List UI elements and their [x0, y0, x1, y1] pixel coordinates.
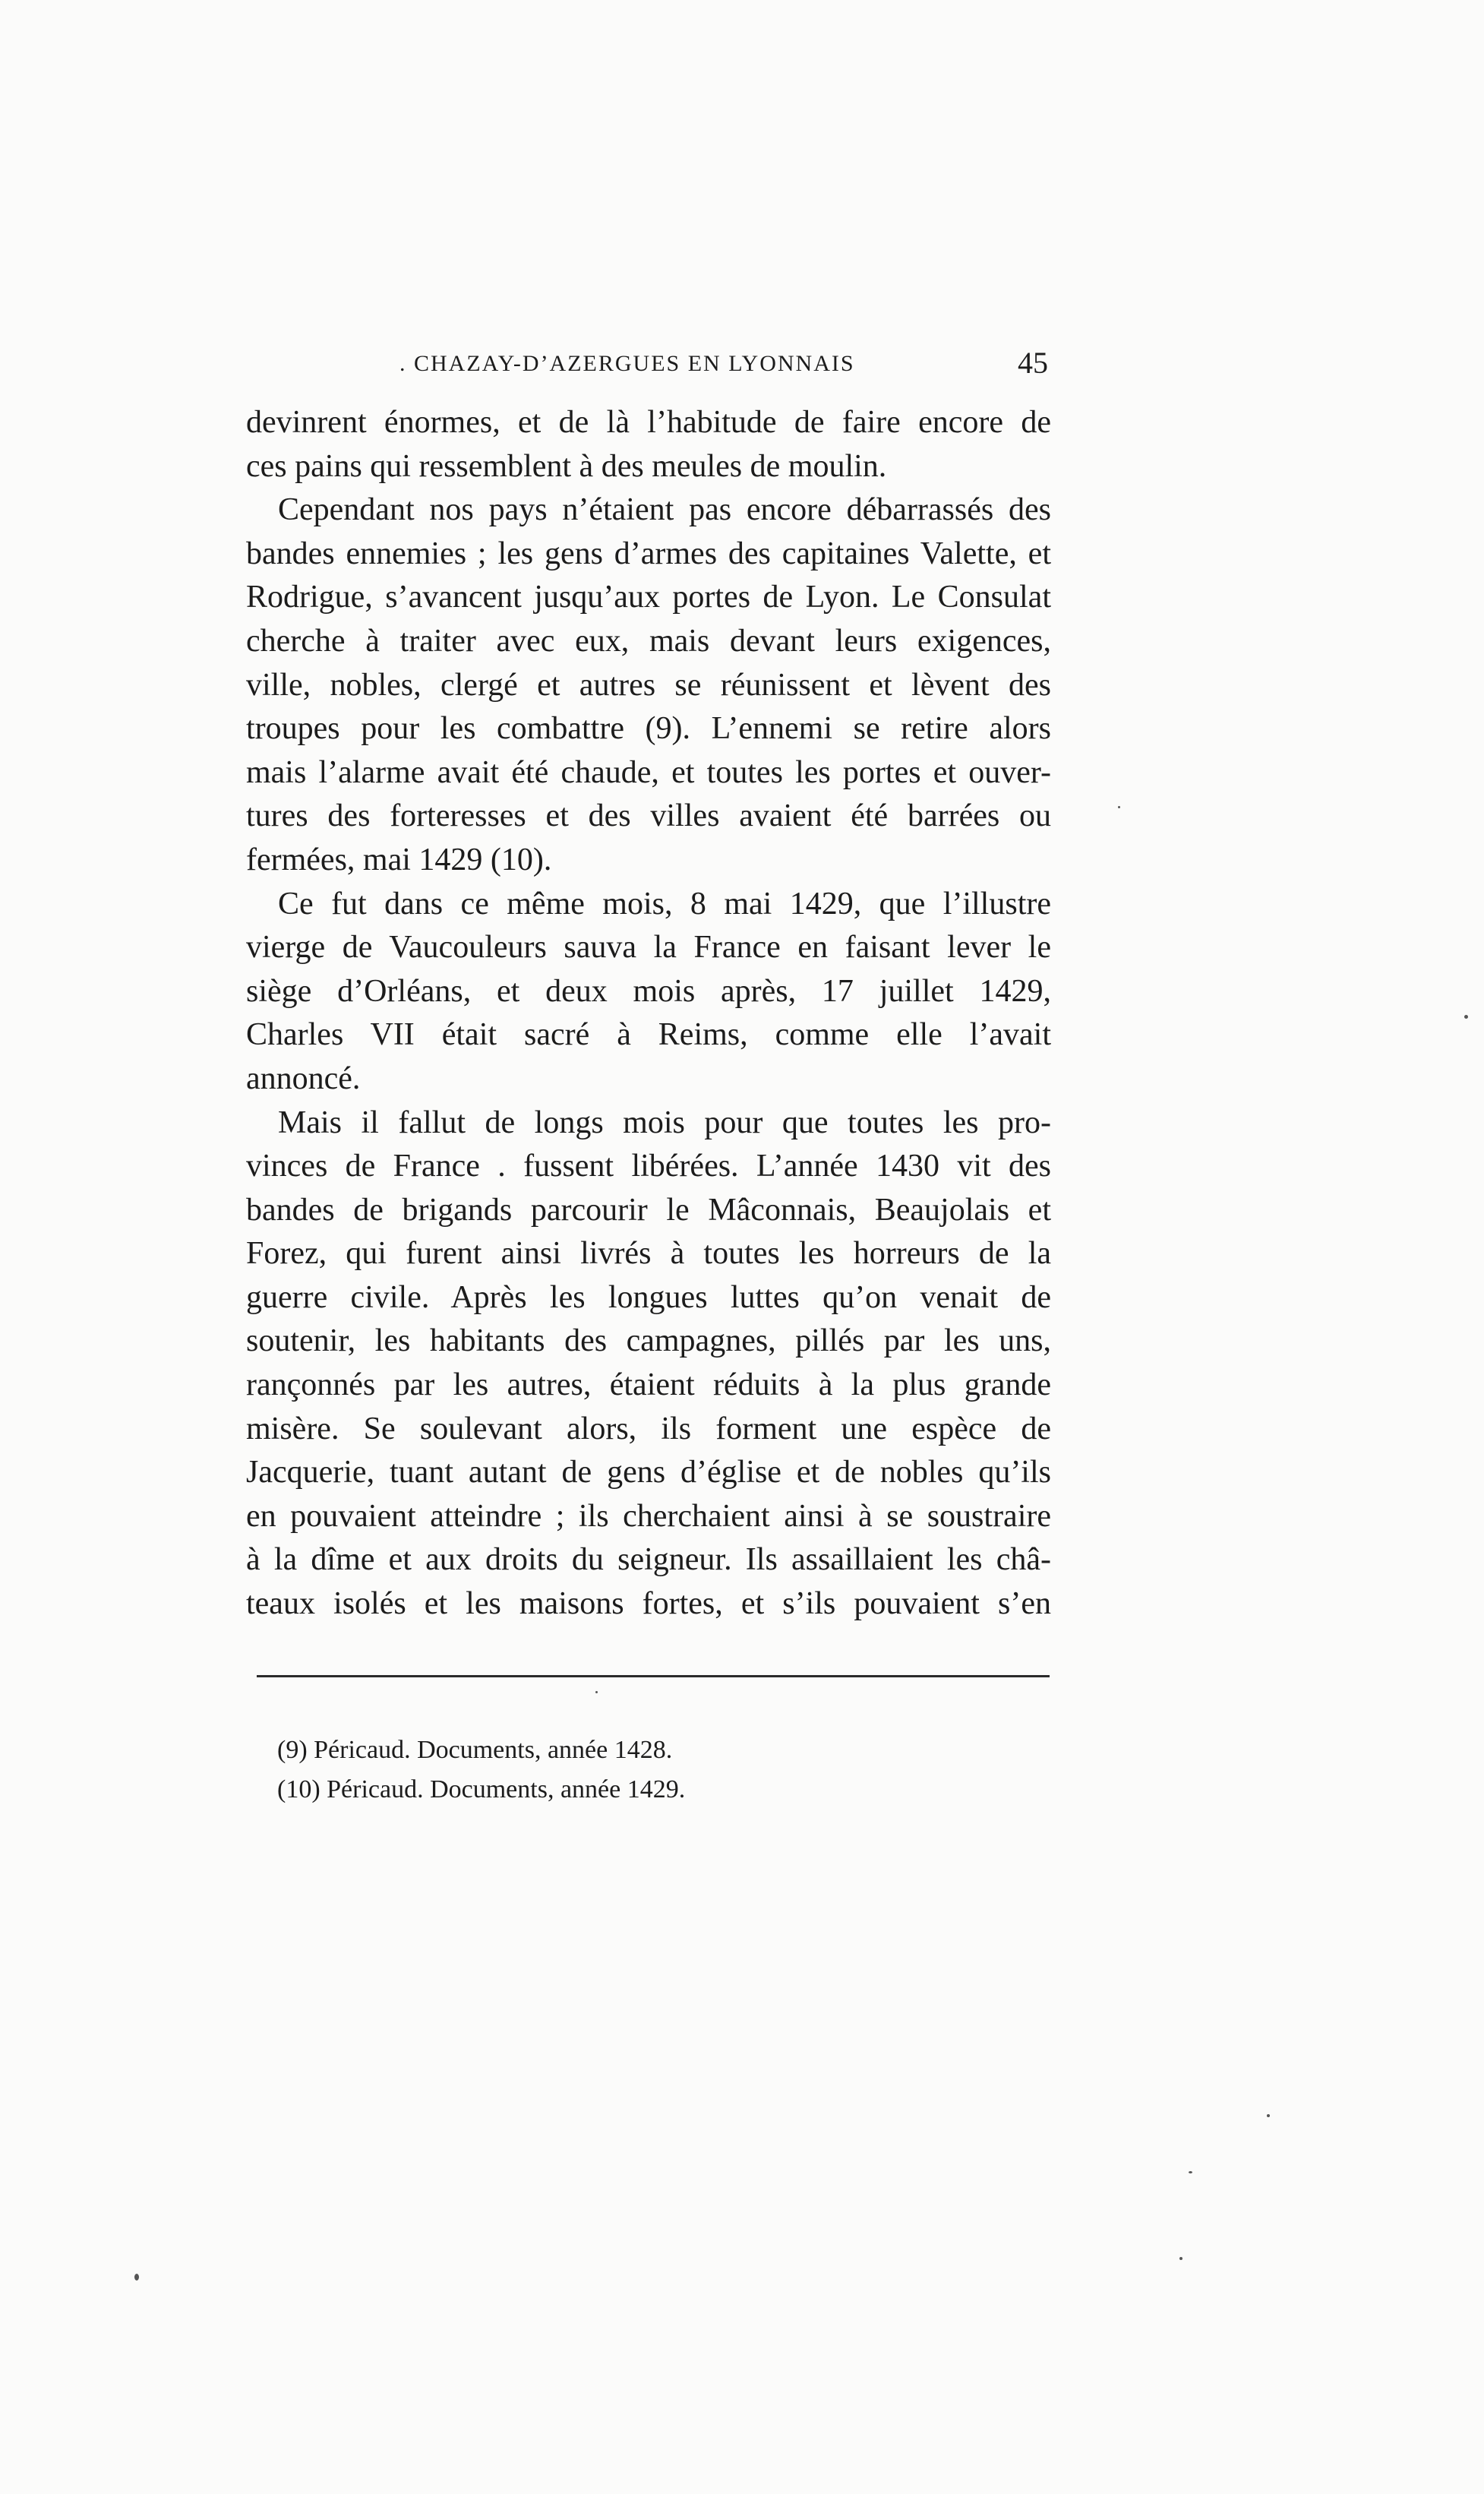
text-line: soutenir, les habitants des campagnes, pillés par les uns,: [246, 1323, 1051, 1359]
running-title: . CHAZAY-D’AZERGUES EN LYONNAIS: [399, 351, 855, 376]
text-line: annoncé.: [246, 1061, 361, 1096]
text-line: vierge de Vaucouleurs sauva la France en faisant lever le: [246, 930, 1051, 966]
scan-speck: [1189, 2171, 1192, 2173]
text-line: cherche à traiter avec eux, mais devant leurs exigences,: [246, 623, 1051, 659]
text-line: Mais il fallut de longs mois pour que toutes les pro-: [278, 1105, 1051, 1140]
scan-speck: [1464, 1015, 1468, 1019]
footnote-divider: [257, 1675, 1050, 1677]
text-line: teaux isolés et les maisons fortes, et s’ils pouvaient s’en: [246, 1586, 1051, 1622]
text-line: siège d’Orléans, et deux mois après, 17 juillet 1429,: [246, 973, 1051, 1009]
text-line: tures des forteresses et des villes avaient été barrées ou: [246, 798, 1051, 834]
scan-speck: [595, 1691, 598, 1693]
text-line: misère. Se soulevant alors, ils forment une espèce de: [246, 1411, 1051, 1446]
text-line: troupes pour les combattre (9). L’ennemi se retire alors: [246, 711, 1051, 747]
text-line: ces pains qui ressemblent à des meules de moulin.: [246, 448, 887, 484]
text-line: Jacquerie, tuant autant de gens d’église et de nobles qu’ils: [246, 1455, 1051, 1490]
text-line: devinrent énormes, et de là l’habitude de faire encore de: [246, 405, 1051, 440]
body-text: [246, 401, 1051, 1626]
scan-speck: [1118, 806, 1120, 808]
text-line: fermées, mai 1429 (10).: [246, 842, 552, 877]
text-line: ville, nobles, clergé et autres se réunissent et lèvent des: [246, 667, 1051, 703]
footnotes: [277, 1731, 685, 1810]
running-head: [251, 343, 1048, 389]
text-line: Ce fut dans ce même mois, 8 mai 1429, que l’illustre: [278, 886, 1051, 921]
text-line: bandes ennemies ; les gens d’armes des capitaines Valette, et: [246, 536, 1051, 571]
page-number: 45: [1018, 346, 1048, 380]
footnote-10: (10) Péricaud. Documents, année 1429.: [277, 1775, 686, 1803]
text-line: Forez, qui furent ainsi livrés à toutes les horreurs de la: [246, 1236, 1051, 1272]
text-line: en pouvaient atteindre ; ils cherchaient ainsi à se soustraire: [246, 1498, 1051, 1534]
text-line: rançonnés par les autres, étaient réduits à la plus grande: [246, 1367, 1051, 1403]
text-line: Charles VII était sacré à Reims, comme elle l’avait: [246, 1017, 1051, 1053]
text-line: Rodrigue, s’avancent jusqu’aux portes de Lyon. Le Consulat: [246, 580, 1051, 615]
text-line: à la dîme et aux droits du seigneur. Ils assaillaient les châ-: [246, 1542, 1051, 1578]
text-line: Cependant nos pays n’étaient pas encore débarrassés des: [278, 492, 1051, 528]
scan-speck: [134, 2274, 139, 2281]
footnote-9: (9) Péricaud. Documents, année 1428.: [277, 1736, 673, 1764]
text-line: bandes de brigands parcourir le Mâconnais, Beaujolais et: [246, 1192, 1051, 1228]
scan-speck: [1267, 2114, 1270, 2117]
text-line: mais l’alarme avait été chaude, et toutes les portes et ouver-: [246, 754, 1051, 790]
scan-speck: [1179, 2257, 1182, 2260]
text-line: guerre civile. Après les longues luttes qu’on venait de: [246, 1279, 1051, 1315]
text-line: vinces de France . fussent libérées. L’année 1430 vit des: [246, 1149, 1051, 1184]
